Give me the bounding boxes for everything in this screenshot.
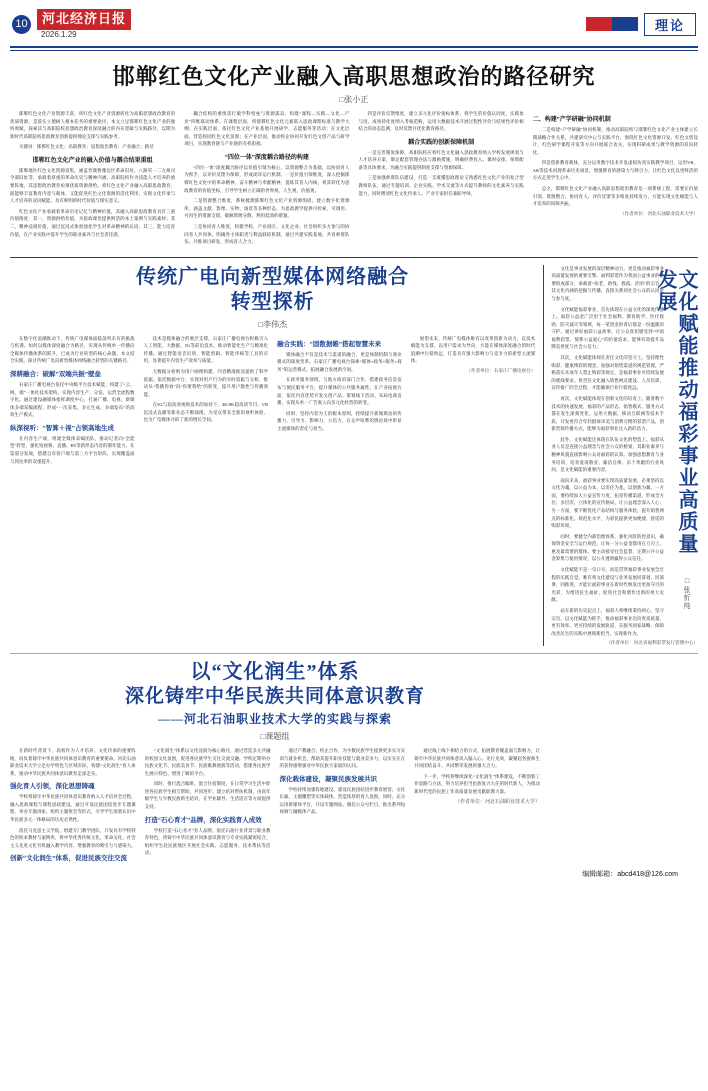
article-4-title-line1: 以“文化润生”体系 (190, 661, 360, 684)
issue-date: 2026.1.29 (41, 29, 77, 39)
paragraph: 通过线上线下相结合的方式，拓展教育覆盖面与影响力，让铸牢中华民族共同体意识入脑入心、见行见效，凝聚起各族师生共同团结奋斗、共同繁荣发展的强大合力。 (414, 748, 541, 769)
article-2-columns (10, 335, 535, 469)
middle-band (10, 265, 698, 647)
article-4-subhead-1: 强化育人引领，深化思想铸魂 (10, 783, 95, 791)
article-2-col-4 (411, 335, 536, 469)
editor-email-address: abcd418@126.com (617, 871, 678, 879)
paragraph: “文化润生”体系以文化浸润为核心路径，通过营造多元共融的校园文化氛围，促进各民族学生交往交流交融。学校定期举办民族文化节、民族美食节、民族歌舞展演等活动，搭建各民族学生展示特色、增进了解的平台。 (144, 748, 271, 776)
paragraph: 三是加强师资队伍建设，打造一支既懂思政理论又熟悉红色文化产业的复合型教师队伍，通过专题培训、企业实践、学术交流等方式提升教师的文化素养与实践能力，同时聘请红色文化传承人、产业专家担任兼职导师。 (358, 175, 524, 196)
paragraph: 三是协同育人维度，构建学校、产业园区、文化企业、社会组织多方参与的协同育人共同体，明确各主体职责与利益联结机制，通过共建实践基地、共育师资队伍、共推项目研发，形成育人合力。 (184, 223, 350, 245)
paragraph: 站在新的历史起点上，福彩人将继续秉持初心，坚守宗旨，以文化赋能为抓手，推动福彩事业迈向更高质量、更有效率、更可持续的发展轨道，在服务国家战略、保障改善民生的实践中展现新担当、实现新作为。 (551, 607, 664, 636)
article-1-subhead-4: 二、构建“产学研融”协同机制 (532, 117, 611, 123)
flag-icon (586, 17, 638, 31)
article-4 (10, 660, 540, 865)
divider-2 (10, 653, 698, 654)
article-4-subhead-3: 打造“石心育才”品牌，深化实践育人成效 (144, 816, 262, 824)
paragraph: 石家庄广播电视台依托中央级平台技术赋能，构建了“云、网、端”一体化技术架构，实现内容生产、分发、运营全流程数字化。通过建设融媒体指挥调度中心，打通广播、电视、新媒体多端采编流程，形成“一次采集、多元生成、多端发布”的高效生产模式。 (10, 381, 135, 418)
article-3-source: （作者单位：河北省福利彩票发行管理中心） (606, 640, 698, 646)
paragraph: 再次，文化赋能体现在创新文化的培育上。随着数字技术的快速发展，福彩的产品形态、销售模式、服务方式都在发生深刻变化。运用大数据、移动互联网等技术手段，开发更符合年轻群体审美与消费习惯的彩票产品，创新营销传播方式，能够为福彩事业注入新的活力。 (551, 395, 664, 432)
article-4-col-1 (10, 747, 136, 865)
paragraph: 四是评价反馈维度，建立多元化评价指标体系，将学生的价值认同度、实践参与度、成果转化度纳入考核范畴，运用大数据技术开展过程性评价与结果性评价相结合的动态监测，及时反馈并优化教育路径。 (358, 111, 524, 132)
article-1-col-2 (184, 110, 349, 249)
paragraph: 红色文化产业承载着革命历史记忆与精神价值，其融入高职思政教育具有三重价值维度：其一，资源供给价值，为思政课堂提供鲜活的本土案例与实践素材；其二，精神浸润价值，通过沉浸式体验强化学生对革命精神的认同；其三，能力培育价值，在产业实践中提升学生的职业素养与社会责任感。 (10, 208, 176, 237)
paragraph: 大数据分析则为用户画像构建、内容精准推送提供了科学依据。依托数据中台，实现对用户行为的实时追踪与分析，推动从“我播你看”向“你要我给”的转变，提升用户黏性与传播效能。 (143, 368, 269, 397)
paragraph: 耦合结构的重组需打破学科壁垒与资源孤岛，构建“课程—实践—文化—产业”四维联动体系。在课程层面，将邯郸红色文化元素嵌入思政课程标准与教学大纲；在实践层面，依托红色文化产业基地开展研学、志愿服务等活动；在文化层面，营造校园红色文化氛围；在产业层面，推动校企协同开发红色文创产品与研学项目，实现教育链与产业链的有机衔接。 (184, 111, 350, 147)
article-4-col-3 (280, 747, 406, 865)
paragraph: 学校持续加强阵地建设，建设民族团结进步教育展馆、文化长廊、主题雕塑等实体载体，营造浓厚的育人氛围。同时，充分运用新媒体平台，开设专题网站、微信公众号栏目，推出系列短视频与融媒体产品。 (279, 786, 406, 815)
article-1-col-4 (533, 110, 698, 249)
paragraph: 二是构建“产学研融”协同机制，推动高职院校与邯郸红色文化产业主体建立长期战略合作关系，共建研究中心与实践平台，围绕红色文化资源开发、红色文创设计、红色研学课程开发等方向开展联合攻关，实现科研成果与教学资源的双向转化。 (532, 127, 698, 155)
paragraph: 同时，要健全内部治理体系，强化风险防控意识，确保资金安全与运行规范，让每一分公益金都用在刀刃上、惠及最需要的群体。要主动接受社会监督，定期公开公益金筹集与使用情况，以公开透明赢得公众信任。 (551, 533, 664, 562)
paragraph: 邯郸红色文化产业资源丰富，将红色文化产业资源转化为高职思想政治教育的优质资源，是落实立德树人根本任务的重要途径。本文立足邯郸红色文化产业的独特禀赋，探索其与高职院校思想政治教育深度融合的内在逻辑与实践路径，以期为新时代高职院校思政教育创新提供理论支撑与实践参考。 (10, 111, 176, 139)
article-2-col-3 (277, 335, 402, 469)
article-1-subhead-2: “四位一体”深度耦合路径的构建 (224, 154, 309, 161)
paragraph: 文化赋能福彩事业，首先体现在公益文化的深度传播上。福彩公益金广泛用于社会福利、教育助学、医疗救助、防灾减灾等领域，每一笔资金的背后都是一份温暖的守护。通过讲好福彩公益故事，让公众真切感受到“中国福利彩票、情系公益爱心”的价值追求，能够有效提升品牌美誉度与社会公信力。 (551, 306, 664, 350)
masthead-right (586, 13, 696, 36)
paragraph: 二是资源整合维度，系统梳理邯郸红色文化产业资源图谱，建立数字化资源库，涵盖文献、影像、实物、场景等多种形态，为思政教学提供可检索、可调用、可再生的资源支撑，破解资源分散、利用低效的难题。 (184, 198, 350, 219)
article-2-subhead-3: 融合实践：“固数据帷”搭起智慧未来 (277, 340, 382, 348)
article-1-source: （作者单位：河北石油职业技术大学） (619, 210, 698, 216)
paragraph: 其次，文化赋能体现在责任文化的坚守上。坚持理性购彩、健康博彩的理念，加强对销售渠道的规范管理，严格落实未成年人禁止购彩等规定，是福彩事业可持续发展的底线要求。将责任文化融入销售网点建设、人员培训、宣传推广的全过程，才能确保行业行稳致远。 (551, 355, 664, 391)
article-2-col-2 (144, 335, 269, 469)
paragraph: 此外，文化赋能还体现在队伍文化的塑造上。福彩从业人员是连接公益理念与社会公众的桥梁，其职业素养与精神风貌直接影响公众对福彩的认知。加强思想教育与业务培训，培育爱岗敬业、廉洁自律、乐于奉献的行业风尚，是文化赋能的重要内容。 (551, 436, 664, 473)
article-3-byline: □张忻纯 (683, 576, 691, 610)
article-3 (543, 265, 698, 647)
article-1-subhead-3: 耦合实践的创新保障机制 (408, 139, 475, 146)
paragraph: 下一步，学校将继续深化“文化润生”体系建设，不断创新工作思路与方法，努力培养担当民族复兴大任的时代新人，为推动新时代党的民族工作高质量发展贡献职教力量。 (414, 773, 540, 794)
paragraph: 总之，邯郸红色文化产业融入高职思想政治教育是一项系统工程，需要在价值引领、资源整合、协同育人、评价反馈等多维度持续发力，方能实现文化赋能与人才培养的同频共振。 (532, 186, 698, 207)
article-4-col-2 (145, 747, 271, 865)
article-3-title: 文化赋能推动福彩事业高质量发展 (654, 268, 697, 555)
paragraph: 同时，推行混合编班、混合住宿制度，在日常学习生活中促进各民族学生相互帮助、共同进步。建立结对帮扶机制，由高年级学生与少数民族新生结对，在学业辅导、生活适应等方面提供支持。 (144, 781, 271, 810)
article-1-col-3 (359, 110, 524, 249)
article-1-byline: □张小正 (339, 95, 369, 104)
editor-email-label: 编辑邮箱： (582, 871, 618, 879)
article-4-subhead-4: 深化载体建设，凝聚民族发展共识 (279, 775, 377, 783)
article-2-col-1 (10, 335, 135, 469)
divider-1 (10, 257, 698, 258)
paragraph: 依托马克思主义学院，组建专门教学团队，开发具有学校特色的校本教材与案例库，将中华优秀传统文化、革命文化、社会主义先进文化有机融入教学内容，增强教育的吸引力与感染力。 (10, 827, 136, 848)
paragraph: 学校将铸牢中华民族共同体意识教育纳入人才培养全过程，融入思政课程与课程思政建设。通过开设民族团结进步专题课程、举办专题讲座、组织主题班会等形式，引导学生深刻认识中华民族多元一体格局的历史必然性。 (10, 794, 136, 823)
article-1-title: 邯郸红色文化产业融入高职思想政治的路径研究 (112, 63, 596, 89)
paragraph: 关键词：邯郸红色文化；高职教育；思想政治教育；产业融合；路径 (19, 144, 154, 150)
paragraph: 媒体融合不仅是技术与渠道的融合，更是体制机制与商业模式的深度变革。石家庄广播电视台探索“媒体+政务+服务+商务”的运营模式，拓展融合发展新空间。 (277, 351, 402, 372)
article-4-byline: □课题组 (260, 732, 290, 742)
paper-logo: 河北经济日报 (37, 9, 131, 29)
article-2 (10, 265, 535, 647)
paragraph: 学校打造“石心育才”育人品牌，依托石油行业背景与职业教育特色，将铸牢中华民族共同体意识教育与专业实践紧密结合。组织学生赴民族地区开展社会实践、志愿服务、技术帮扶等活动。 (144, 827, 271, 856)
paragraph: 一是完善制度保障，高职院校应将红色文化融入思政教育纳入学校发展规划与人才培养方案，制定配套管理办法与激励措施，明确经费投入、课时安排、师资配备等具体要求，为融合实践提供制度支撑与资源保障。 (358, 149, 524, 170)
paragraph: 在新时代背景下，高校作为人才培养、文化传承的重要阵地，肩负着铸牢中华民族共同体意识教育的重要使命。河北石油职业技术大学立足办学特色与区域实际，构建“文化润生”育人体系，推动中华民族共同体意识教育走深走实。 (10, 748, 136, 776)
article-4-source: （作者单位：河北石油职业技术大学） (454, 800, 540, 806)
article-4-subtitle: ——河北石油职业技术大学的实践与探索 (157, 712, 392, 727)
paragraph: 文化是事业发展的深层精神动力，更是推动福彩事业高质量发展的重要引擎。福利彩票作为我国公益事业的重要组成部分，承载着“扶老、助残、救孤、济困”的宗旨，其文化内涵的挖掘与传播，直接关系到社会公众的认同度与参与度。 (551, 265, 664, 301)
article-2-byline: □李伟杰 (258, 319, 288, 329)
masthead-rule-thin (10, 50, 698, 51)
article-1-subhead-1: 邯郸红色文化产业的融入价值与耦合结果重组 (32, 157, 153, 164)
article-2-title-line1: 传统广电向新型媒体网络融合 (136, 265, 410, 288)
article-2-subhead-2: 纵深视听：“智算＋视”占领高地生成 (10, 424, 114, 432)
paragraph: 在政务服务领域，与地方政府部门合作，搭建政务信息发布与便民服务平台，提升媒体的公共服务属性。在产业拓展方面，依托内容优势开发文创产品、策划线下活动、布局电商直播，实现从单一广告收入向多元化经营的转变。 (277, 377, 402, 406)
article-1-col-1 (10, 110, 175, 249)
article-4-col-4 (414, 747, 540, 865)
paragraph: 在数字化浪潮推动下，传统广电媒体面临前所未有的挑战与机遇。如何以媒体深度融合为路径，实现从传统单一传播向全媒体传播体系的跃升，已成为行业转型的核心命题。本文结合实践，探讨传统广电向新型媒体网络融合转型的关键路径。 (10, 335, 135, 364)
paragraph: 同时，坚持内容为王的根本原则，持续提升新闻舆论的传播力、引导力、影响力、公信力，在众声喧哗的舆论场中彰显主流媒体的责任与担当。 (277, 410, 402, 431)
paragraph: 面向未来，福彩事业要实现高质量发展，必须坚持以文化为魂，以公益为本，以责任为基，以创新为翼。一方面，要持续加大公益宣传力度，拓宽传播渠道，形成全方位、多层次、立体化的宣传格局，让公益理念深入人心；另一方面，要不断优化产品结构与服务体验，提升销售网点的标准化、规范化水平，为彩民提供更加便捷、舒适的购彩环境。 (551, 477, 664, 529)
paragraph: 技术是媒体融合的底层支撑。石家庄广播电视台积极引入人工智能、大数据、5G等前沿技术，推动智能化生产与精准化传播。通过智能语音识别、智能剪辑、智能审核等工具的应用，显著提升内容生产效率与质量。 (143, 335, 269, 364)
masthead-left (12, 9, 131, 38)
paragraph: 在内容生产端，组建全媒体采编团队，推动记者向“全能型”转型，强化短视频、直播、H5等新形态内容的制作能力。在渠道分发端，搭建自有客户端与第三方平台矩阵，实现覆盖面与到达率的双重提升。 (10, 435, 135, 464)
article-4-subhead-2: 创新“文化润生”体系，促进民族交往交流 (10, 855, 127, 863)
article-4-columns (10, 747, 540, 865)
paragraph: 在5G与超高清视频技术的加持下，4K/8K超高清节目、VR沉浸式直播等新业态不断涌现，为受众带来全新的视听体验，也为广电媒体开辟了新的增长空间。 (143, 402, 269, 423)
article-2-source: （作者单位：石家庄广播电视台） (466, 367, 536, 373)
paragraph: “四位一体”深度耦合路径以价值引领为核心，以资源整合为基础，以协同育人为抓手，以评价反馈为保障，形成闭环运行机制。一是价值引领维度，深入挖掘邯郸红色文化中的革命精神、奋斗精神与奉献精神，提炼其育人内核，将其转化为思政教育的价值坐标，引导学生树立正确的世界观、人生观、价值观。 (184, 164, 350, 193)
masthead-rule (10, 46, 698, 48)
paragraph: 展望未来，传统广电媒体唯有以改革创新为动力，以技术赋能为支撑，以用户需求为导向，方能在媒体深度融合的时代浪潮中行稳致远，打造具有强大影响力与竞争力的新型主流媒体。 (410, 335, 536, 364)
paragraph: 文化赋能不是一句口号，而是贯穿福彩事业发展全过程的实践自觉。唯有将文化建设与业务发展同谋划、同部署、同推进，才能让福彩事业在新时代焕发出更加夺目的光彩，为增进民生福祉、促进社会和谐作出新的更大贡献。 (551, 567, 664, 603)
paragraph: 通过产教融合、校企合作，为少数民族学生提供更多实习实训与就业机会，帮助其提升职业技能与就业竞争力，以实实在在的获得感增强对中华民族大家庭的认同。 (279, 748, 406, 769)
page-number: 10 (12, 15, 31, 34)
article-2-title-line2: 转型探析 (230, 290, 315, 313)
article-4-title-line2: 深化铸牢中华民族共同体意识教育 (124, 686, 425, 708)
paragraph: 邯郸地区红色文化资源富集，涵盖晋冀鲁豫边区革命旧址、八路军一二九师司令部旧址等，承载着厚重的革命历史与精神内涵。高职院校作为技能人才培养的重要阵地，其思想政治教育亟须优质资源供给。将红色文化产业融入高职思政教育，既能够丰富教育内容与载体，又能促进红色文化资源的活化利用，实现文化传承与人才培养的双向赋能，具有鲜明的时代价值与现实意义。 (10, 167, 176, 204)
editor-email (10, 869, 698, 879)
article-1 (10, 57, 698, 249)
article-1-columns (10, 110, 698, 249)
masthead (10, 0, 698, 44)
paragraph: 四是创新教育载体，充分运用数字技术开发虚拟仿真实践教学项目，运用VR、AR等技术再现革命历史场景，增强教育的感染力与吸引力，让红色文化以更鲜活的方式走进学生心中。 (532, 160, 698, 181)
section-title: 理论 (644, 13, 696, 36)
article-2-subhead-1: 深耕融合：破解“双端共振”壁垒 (10, 370, 101, 378)
